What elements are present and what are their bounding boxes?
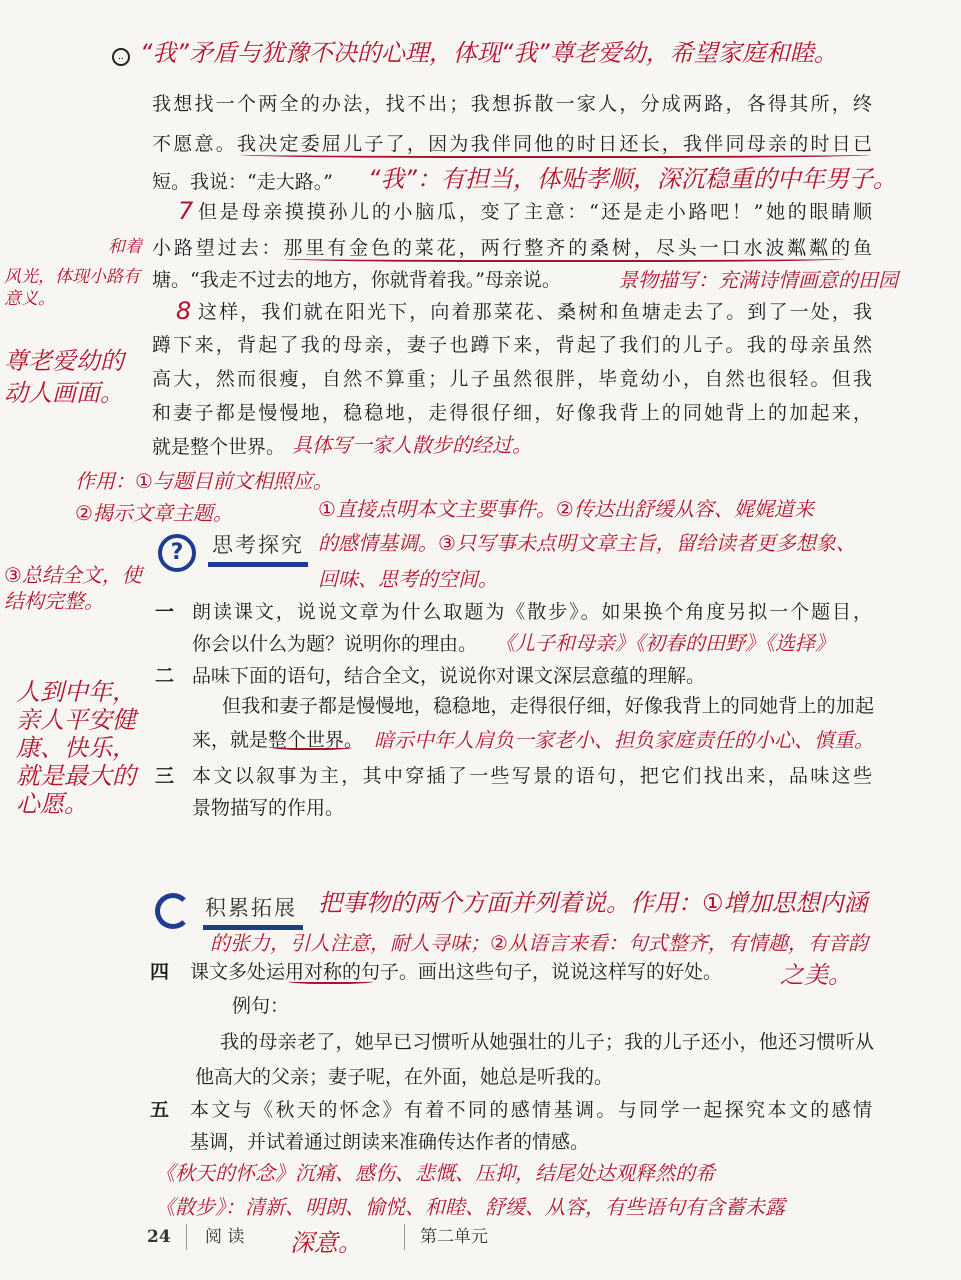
question-number: 一 [155,601,175,623]
annotation: 风光，体现小路有意义。 [4,267,140,309]
divider [404,1224,405,1250]
annotation: 深意。 [290,1229,362,1257]
passage-line: 小路望过去：那里有金色的菜花，两行整齐的桑树，尽头一口水波粼粼的鱼 [152,237,872,259]
annotation: 之美。 [780,961,852,989]
annotation: 人到中年，亲人平安健康、快乐，就是最大的心愿。 [16,678,136,818]
annotation: 作用：①与题目前文相照应。 [75,469,333,493]
section-title: 思考探究 [212,533,304,557]
annotation: 《儿子和母亲》《初春的田野》《选择》 [495,631,835,655]
paragraph-number: 7 [178,197,194,225]
quote-text: 但我和妻子都是慢慢地，稳稳地，走得很仔细，好像我背上的同她背上的加起 [222,695,874,717]
passage-line: 高大，然而很瘦，自然不算重；儿子虽然很胖，毕竟幼小，自然也很轻。但我 [152,368,872,390]
annotation: 具体写一家人散步的经过。 [292,433,532,457]
passage-line: 但是母亲摸摸孙儿的小脑瓜，变了主意：“还是走小路吧！”她的眼睛顺 [198,201,872,223]
question-text: 朗读课文，说说文章为什么取题为《散步》。如果换个角度另拟一个题目， [192,601,872,623]
question-number: 二 [155,665,175,687]
question-number: 四 [150,961,170,983]
question-text: 课文多处运用对称的句子。画出这些句子，说说这样写的好处。 [190,961,723,983]
underline [288,978,373,984]
annotation: 《秋天的怀念》沉痛、感伤、悲慨、压抑，结尾处达观释然的希 [155,1161,715,1185]
example-label: 例句： [232,995,290,1017]
passage-line: 短。我说：“走大路。” [152,171,333,193]
question-text: 基调，并试着通过朗读来准确传达作者的情感。 [190,1131,590,1153]
annotation: 《散步》：清新、明朗、愉悦、和睦、舒缓、从容，有些语句有含蓄未露 [155,1195,785,1219]
quote-text: 来，就是整个世界。 [192,729,364,751]
annotation: 的感情基调。③只写事未点明文章主旨，留给读者更多想象、 [318,531,856,555]
annotation: ①直接点明本文主要事件。②传达出舒缓从容、娓娓道来 [318,497,814,521]
annotation: 暗示中年人肩负一家老小、担负家庭责任的小心、慎重。 [374,728,874,752]
question-number: 三 [155,765,175,787]
book-name: 阅 读 [205,1227,245,1247]
question-text: 你会以什么为题？说明你的理由。 [192,633,478,655]
example-text: 我的母亲老了，她早已习惯听从她强壮的儿子；我的儿子还小，他还习惯听从 [220,1031,874,1053]
question-number: 五 [150,1099,170,1121]
question-text: 品味下面的语句，结合全文，说说你对课文深层意蕴的理解。 [192,665,706,687]
passage-line: 我想找一个两全的办法，找不出；我想拆散一家人，分成两路，各得其所，终 [152,93,872,115]
page-number: 24 [147,1227,171,1247]
question-icon: ? [158,534,196,572]
underline [240,150,870,158]
annotation: ③总结全文，使结构完整。 [4,563,142,613]
underline [285,254,845,262]
paragraph-number: 8 [176,297,192,325]
annotation: 和着 [108,237,142,257]
extend-icon [155,893,191,929]
unit-name: 第二单元 [420,1227,488,1247]
passage-line: 和妻子都是慢慢地，稳稳地，走得很仔细，好像我背上的同她背上的加起来， [152,402,872,424]
passage-line: 塘。“我走不过去的地方，你就背着我。”母亲说。 [152,269,561,291]
question-text: 本文与《秋天的怀念》有着不同的感情基调。与同学一起探究本文的感情 [190,1099,872,1121]
question-text: 本文以叙事为主，其中穿插了一些写景的语句，把它们找出来，品味这些 [192,765,872,787]
passage-line: 就是整个世界。 [152,436,286,458]
divider [186,1224,187,1250]
annotation: 的张力，引人注意，耐人寻味；②从语言来看：句式整齐，有情趣，有音韵 [210,931,868,955]
example-text: 他高大的父亲；妻子呢，在外面，她总是听我的。 [195,1066,614,1088]
passage-line: 不愿意。我决定委屈儿子了，因为我伴同他的时日还长，我伴同母亲的时日已 [152,133,872,155]
question-text: 景物描写的作用。 [192,797,345,819]
annotation: “我”：有担当，体贴孝顺，深沉稳重的中年男子。 [368,165,897,193]
underline [272,744,352,750]
passage-line: 这样，我们就在阳光下，向着那菜花、桑树和鱼塘走去了。到了一处，我 [198,301,872,323]
section-bar [208,562,308,567]
annotation: “我”矛盾与犹豫不决的心理，体现“我”尊老爱幼，希望家庭和睦。 [140,39,838,67]
annotation: 把事物的两个方面并列着说。作用：①增加思想内涵 [318,889,868,917]
annotation: 景物描写：充满诗情画意的田园 [618,268,898,292]
smiley-icon: ‥ [112,48,130,66]
section-title: 积累拓展 [205,896,297,920]
annotation: 尊老爱幼的动人画面。 [4,347,124,407]
annotation: 回味、思考的空间。 [318,567,498,591]
passage-line: 蹲下来，背起了我的母亲，妻子也蹲下来，背起了我们的儿子。我的母亲虽然 [152,334,872,356]
annotation: ②揭示文章主题。 [75,501,233,525]
